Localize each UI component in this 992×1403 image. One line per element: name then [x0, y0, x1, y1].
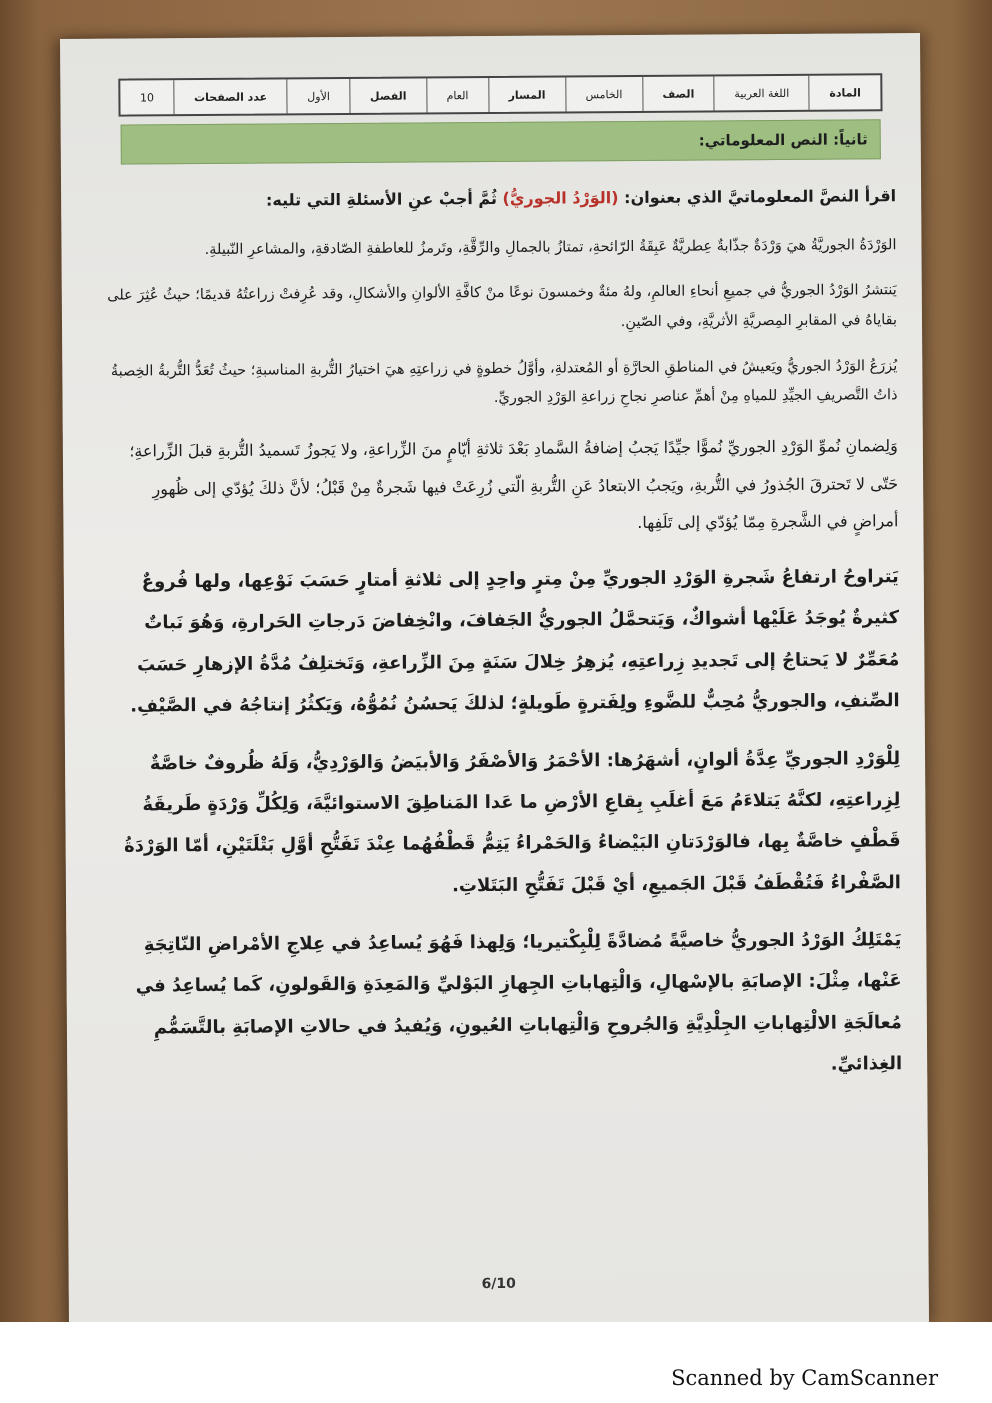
paragraph-2: يَنتشرُ الوَرْدُ الجوريُّ في جميعِ أنحاءِ العالمِ، ولهُ مئةٌ وخمسونَ نوعًا منْ كافَّةِ الألوانِ والأشكالِ، وقد عُرِفتْ زراعتُهُ قديمًا؛ حيثُ عُثِرَ على بقاياهُ في المقابرِ المِصريَّةِ الأثريَّةِ، وفي الصّينِ. — [107, 282, 898, 331]
text-content — [101, 183, 902, 1106]
paragraph-5: يَتراوحُ ارتفاعُ شَجرةِ الوَرْدِ الجوريِّ مِنْ مِترٍ واحِدٍ إلى ثلاثةِ أمتارٍ حَسَبَ نَوْعِها، ولها فُروعٌ كثيرةٌ يُوجَدُ عَلَيْها أشواكٌ، وَيَتحمَّلُ الجوريُّ الجَفافَ، وانْخِفاضَ دَرجاتِ الحَرارةِ، وَهُوَ نَباتٌ مُعَمِّرٌ لا يَحتاجُ إلى تَجديدِ زِراعتِهِ، يُزهِرُ خِلالَ سَنَةٍ مِنَ الزِّراعةِ، وَتَختلِفُ مُدَّةُ الإزهارِ حَسَبَ الصِّنفِ، والجوريُّ مُحِبٌّ للضَّوءِ ولِفَترةٍ طَويلةٍ؛ لذلكَ يَحسُنُ نُمُوُّهُ، وَيَكثُرُ إنتاجُهُ في الصَّيْفِ. — [130, 566, 900, 717]
instruction — [101, 183, 896, 214]
header-cell-subject-label: المادة — [809, 75, 881, 109]
paragraph-1: الوَرْدَةُ الجوريَّةُ هيَ وَرْدَةٌ جذّابةٌ عِطريَّةٌ عَبِقَةُ الرّائحةِ، تمتازُ بالجمالِ والرِّقَّةِ، وتَرمزُ للعاطفةِ الصّادقةِ، والمشاعرِ النّبيلةِ. — [204, 236, 897, 258]
header-cell-pages: 10 — [139, 90, 155, 104]
header-cell-grade: الخامس — [565, 77, 642, 112]
header-cell-track-label: المسار — [488, 77, 565, 112]
paragraph-7: يَمْتَلِكُ الوَرْدُ الجوريُّ خاصيَّةً مُضادَّةً لِلْبِكْتيريا؛ وَلِهذا فَهُوَ يُساعِدُ في عِلاجِ الأمْراضِ النّاتِجَةِ عَنْها، مِثْلَ: الإصابَةِ بالإسْهالِ، وَالْتِهاباتِ الجِهازِ البَوْليِّ وَالمَعِدَةِ وَالقَولونِ، كَما يُساعِدُ في مُعالَجَةِ الالْتِهاباتِ الجِلْدِيَّةِ وَالجُروحِ وَالْتِهاباتِ العُيونِ، وَيُفيدُ في حالاتِ الإصابَةِ بالتَّسَمُّمِ الغِذائيِّ. — [135, 929, 903, 1075]
text-title: (الوَرْدُ الجوريُّ) — [502, 188, 619, 208]
section-title: ثانياً: النص المعلوماتي: — [698, 130, 868, 150]
section-title-bar — [121, 119, 881, 164]
document-sheet — [60, 33, 929, 1322]
header-table — [118, 73, 882, 116]
page-number: 6/10 — [481, 1275, 516, 1293]
paragraph-6: لِلْوَرْدِ الجوريِّ عِدَّةُ ألوانٍ، أشهَرُها: الأحْمَرُ وَالأصْفَرُ وَالأبيَضُ وَالوَرْدِيُّ، وَلَهُ ظُروفٌ خاصَّةٌ لِزِراعتِهِ، لكنَّهُ يَتلاءَمُ مَعَ أغلَبِ بِقاعِ الأرْضِ ما عَدا المَناطِقَ الاستوائيَّةَ، وَلِكُلِّ وَرْدَةٍ طَريقَةُ قَطْفٍ خاصَّةٌ بِها، فالوَرْدَتانِ البَيْضاءُ وَالحَمْراءُ يَتِمُّ قَطْفُهُما عِنْدَ تَفَتُّحِ أوَّلِ بَتْلَتَيْنِ، أمّا الوَرْدَةُ الصَّفْراءُ فَتُقْطَفُ قَبْلَ الجَميعِ، أيْ قَبْلَ تَفَتُّحِ البَتَلاتِ. — [123, 747, 901, 896]
paragraph-4: وَلِضمانِ نُموِّ الوَرْدِ الجوريِّ نُموًّا جيِّدًا يَجبُ إضافةُ السَّمادِ بَعْدَ ثلاثةِ أيّامٍ منَ الزِّراعةِ، ولا يَجوزُ تَسميدُ التُّربةِ قبلَ الزِّراعةِ؛ حَتّى لا تَحترقَ الجُذورُ في التُّربةِ، ويَجبُ الابتعادُ عَنِ التُّربةِ الّتي زُرِعَتْ فيها شَجرةٌ مِنْ قَبْلُ؛ لأنَّ ذلكَ يُؤدّي إلى ظُهورِ أمراضٍ في الشَّجرةِ مِمّا يُؤدّي إلى تَلَفِها. — [129, 436, 899, 533]
header-cell-term: الأول — [287, 79, 350, 113]
header-cell-pages-label: عدد الصفحات — [173, 79, 286, 114]
scanner-watermark: Scanned by CamScanner — [671, 1366, 938, 1390]
instruction-before: اقرأ النصَّ المعلوماتيَّ الذي بعنوان: — [618, 186, 897, 208]
paragraph-3: يُزرَعُ الوَرْدُ الجوريُّ ويَعيشُ في المناطقِ الحارَّةِ أو المُعتدلةِ، وأوَّلُ خطوةٍ في زراعتِهِ هيَ اختيارُ التُّربةِ المناسبةِ؛ حيثُ تُعَدُّ التُّربةُ الخِصبةُ ذاتُ التَّصريفِ الجيِّدِ للمياهِ مِنْ أهمِّ عناصرِ نجاحِ زراعةِ الوَرْدِ الجوريِّ. — [110, 357, 898, 407]
header-cell-term-label: الفصل — [349, 78, 426, 113]
header-cell-subject: اللغة العربية — [714, 76, 809, 111]
header-cell-track: العام — [426, 78, 488, 112]
header-cell-grade-label: الصف — [642, 76, 714, 111]
instruction-after: ثُمَّ أجبْ عنِ الأسئلةِ التي تليه: — [265, 188, 503, 210]
